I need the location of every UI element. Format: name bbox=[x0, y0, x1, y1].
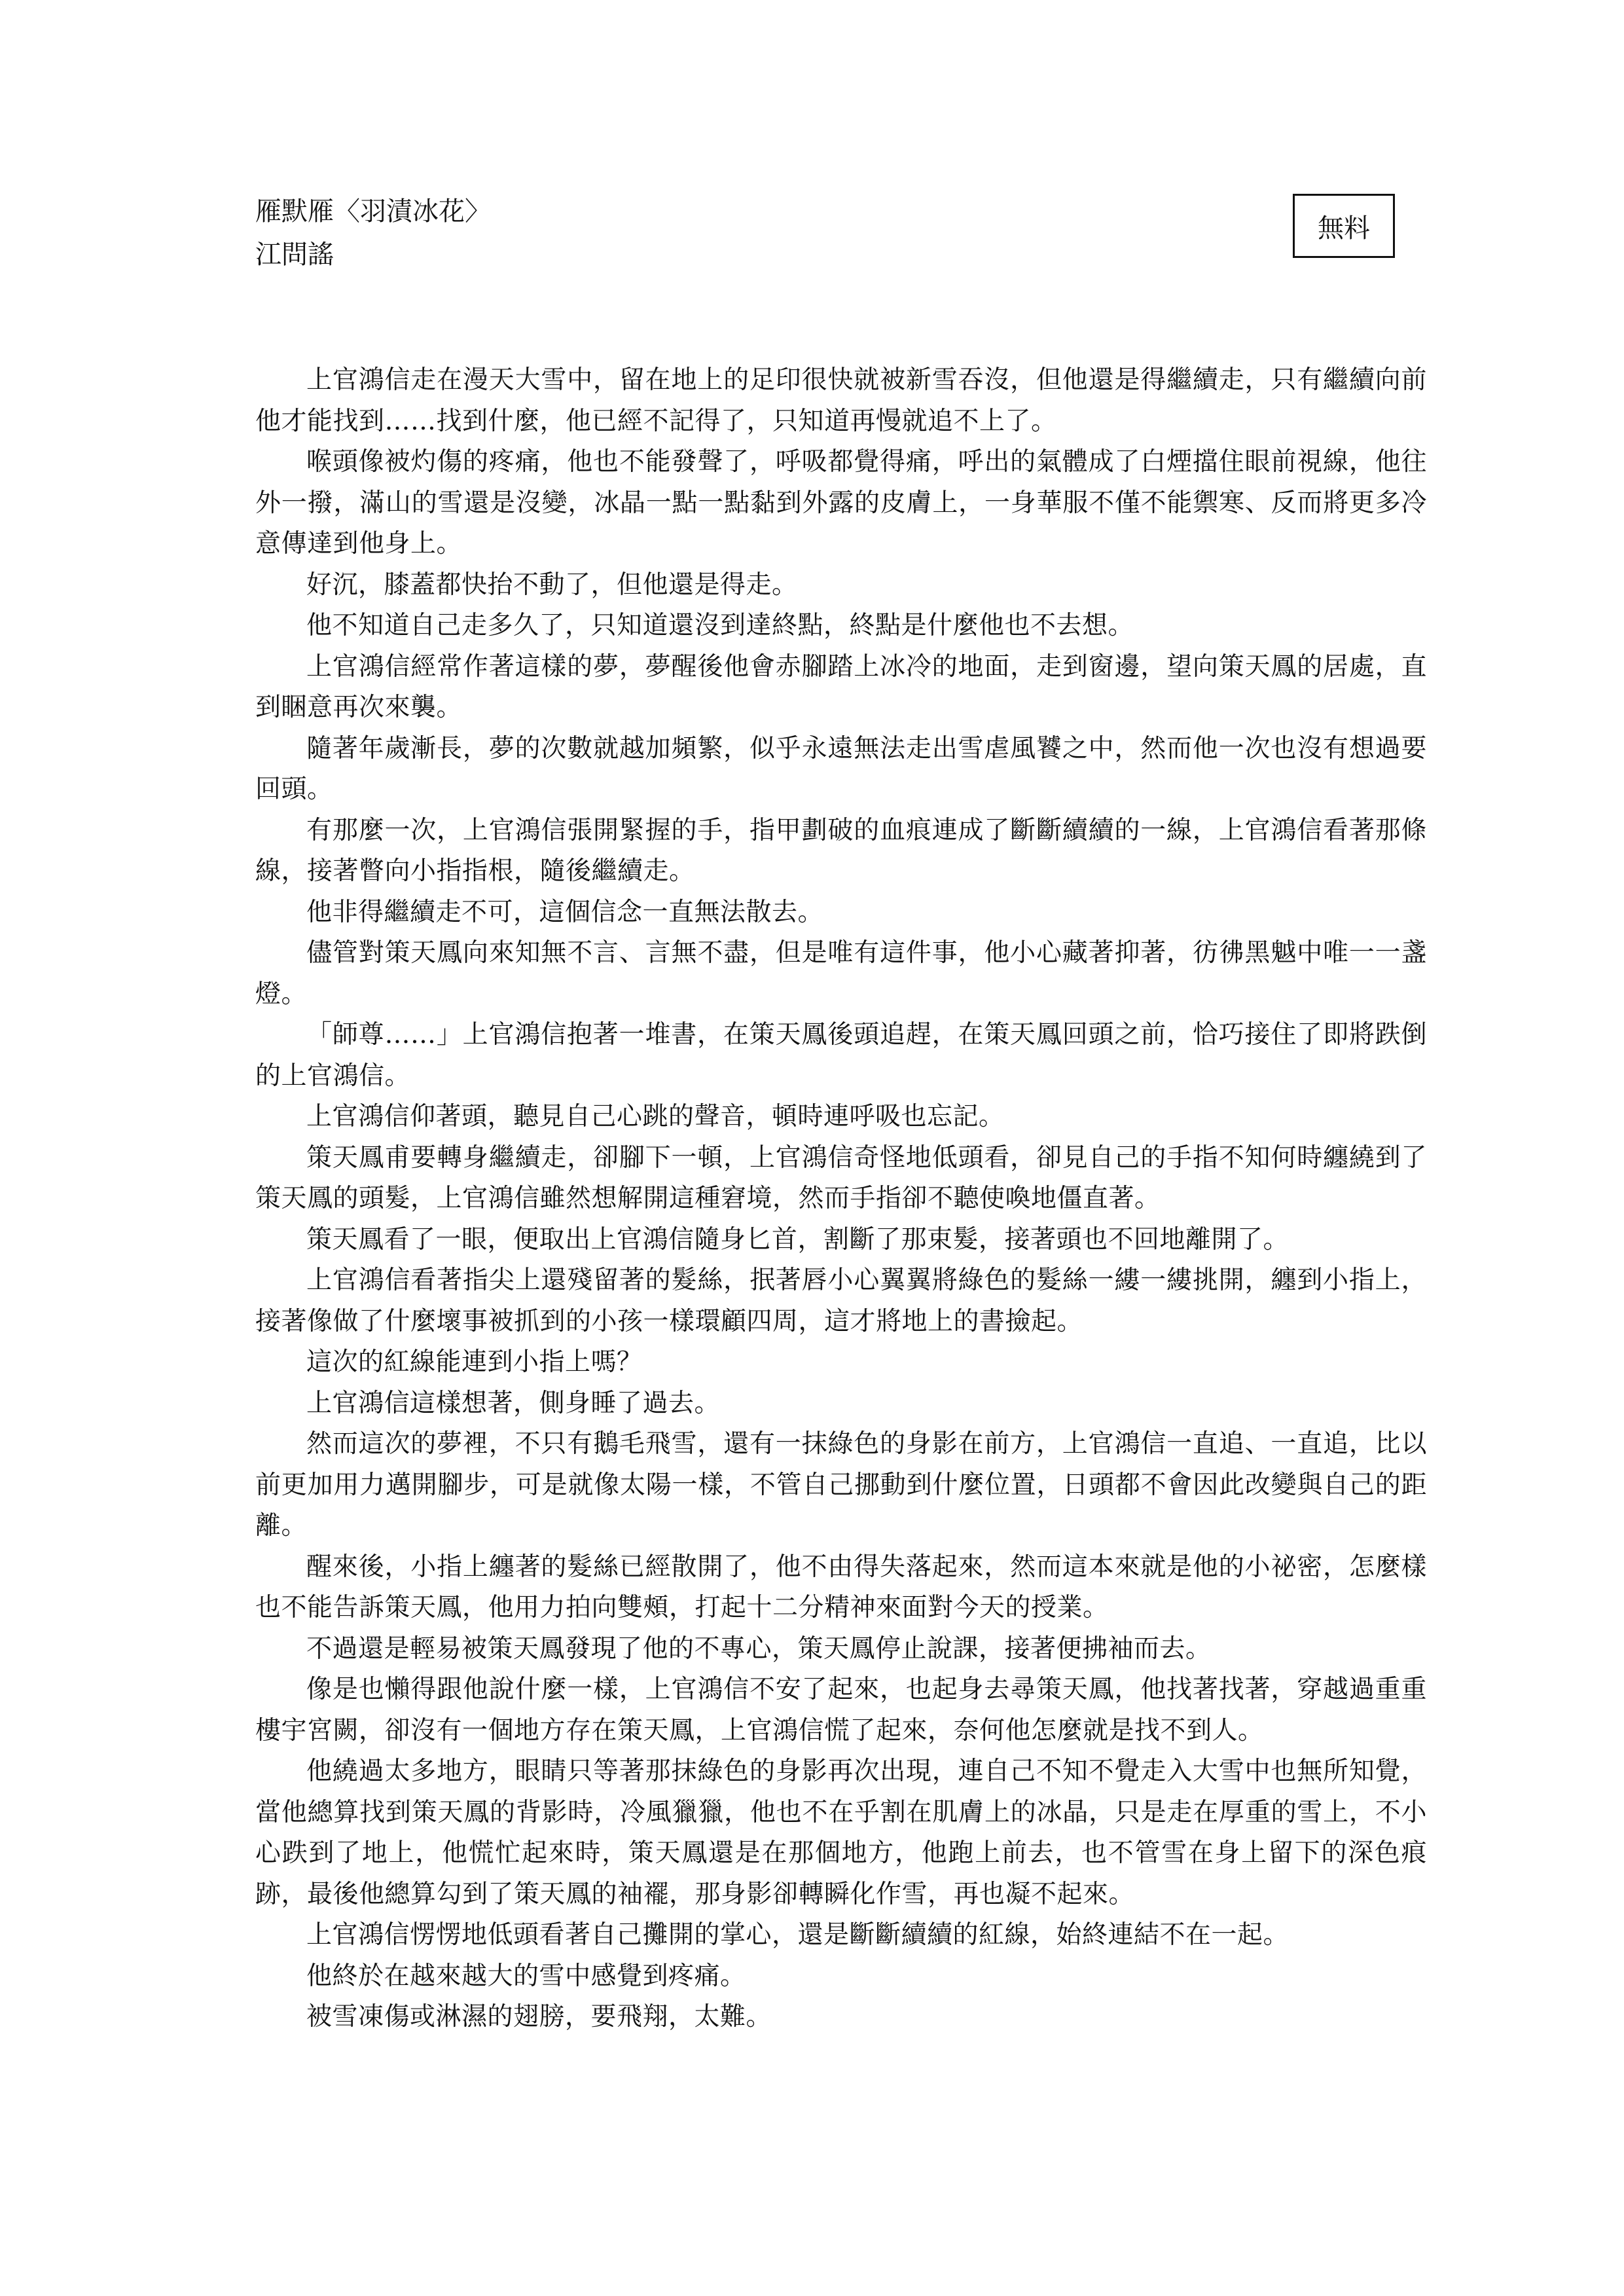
paragraph: 有那麼一次，上官鴻信張開緊握的手，指甲劃破的血痕連成了斷斷續續的一線，上官鴻信看著那條線，接著瞥向小指指根，隨後繼續走。 bbox=[255, 815, 1427, 886]
author-name: 江問謠 bbox=[255, 240, 334, 270]
paragraph: 被雪凍傷或淋濕的翅膀，要飛翔，太難。 bbox=[306, 2002, 772, 2032]
paragraph: 然而這次的夢裡，不只有鵝毛飛雪，還有一抹綠色的身影在前方，上官鴻信一直追、一直追，比以前更加用力邁開腳步，可是就像太陽一樣，不管自己挪動到什麼位置，日頭都不會因此改變與自己的距離。 bbox=[255, 1429, 1427, 1540]
paragraph: 喉頭像被灼傷的疼痛，他也不能發聲了，呼吸都覺得痛，呼出的氣體成了白煙擋住眼前視線，他往外一撥，滿山的雪還是沒變，冰晶一點一點黏到外露的皮膚上，一身華服不僅不能禦寒、反而將更多冷意傳達到他身上。 bbox=[255, 447, 1427, 558]
paragraph: 上官鴻信愣愣地低頭看著自己攤開的掌心，還是斷斷續續的紅線，始終連結不在一起。 bbox=[306, 1920, 1290, 1950]
price-tag: 無料 bbox=[1293, 194, 1395, 258]
paragraph: 「師尊……」上官鴻信抱著一堆書，在策天鳳後頭追趕，在策天鳳回頭之前，恰巧接住了即將跌倒的上官鴻信。 bbox=[255, 1020, 1427, 1091]
paragraph: 上官鴻信仰著頭，聽見自己心跳的聲音，頓時連呼吸也忘記。 bbox=[306, 1102, 1005, 1131]
paragraph: 隨著年歲漸長，夢的次數就越加頻繁，似乎永遠無法走出雪虐風饕之中，然而他一次也沒有想過要回頭。 bbox=[255, 733, 1427, 804]
paragraph: 他繞過太多地方，眼睛只等著那抹綠色的身影再次出現，連自己不知不覺走入大雪中也無所知覺，當他總算找到策天鳳的背影時，冷風獵獵，他也不在乎割在肌膚上的冰晶，只是走在厚重的雪上，不小心跌到了地上，他慌忙起來時，策天鳳還是在那個地方，他跑上前去，也不管雪在身上留下的深色痕跡，最後他總算勾到了策天鳳的袖襬，那身影卻轉瞬化作雪，再也凝不起來。 bbox=[255, 1757, 1427, 1909]
paragraph: 他非得繼續走不可，這個信念一直無法散去。 bbox=[306, 897, 824, 927]
work-title: 雁默雁〈羽漬冰花〉 bbox=[255, 196, 491, 227]
paragraph: 不過還是輕易被策天鳳發現了他的不專心，策天鳳停止說課，接著便拂袖而去。 bbox=[306, 1633, 1212, 1664]
paragraph: 儘管對策天鳳向來知無不言、言無不盡，但是唯有這件事，他小心藏著抑著，彷彿黑魆中唯一一盞燈。 bbox=[255, 938, 1427, 1009]
paragraph: 上官鴻信經常作著這樣的夢，夢醒後他會赤腳踏上冰冷的地面，走到窗邊，望向策天鳳的居處，直到睏意再次來襲。 bbox=[255, 651, 1427, 722]
paragraph: 策天鳳甫要轉身繼續走，卻腳下一頓，上官鴻信奇怪地低頭看，卻見自己的手指不知何時纏繞到了策天鳳的頭髮，上官鴻信雖然想解開這種窘境，然而手指卻不聽使喚地僵直著。 bbox=[255, 1142, 1427, 1213]
paragraph: 這次的紅線能連到小指上嗎？ bbox=[306, 1347, 643, 1377]
paragraph: 上官鴻信看著指尖上還殘留著的髮絲，抿著唇小心翼翼將綠色的髮絲一縷一縷挑開，纏到小指上，接著像做了什麼壞事被抓到的小孩一樣環顧四周，這才將地上的書撿起。 bbox=[255, 1266, 1427, 1336]
paragraph: 他終於在越來越大的雪中感覺到疼痛。 bbox=[306, 1961, 746, 1991]
paragraph: 上官鴻信這樣想著，側身睡了過去。 bbox=[306, 1388, 721, 1418]
paragraph: 他不知道自己走多久了，只知道還沒到達終點，終點是什麼他也不去想。 bbox=[306, 611, 1134, 640]
story-body bbox=[255, 360, 1427, 2038]
paragraph: 策天鳳看了一眼，便取出上官鴻信隨身匕首，割斷了那束髮，接著頭也不回地離開了。 bbox=[306, 1224, 1290, 1254]
paragraph: 好沉，膝蓋都快抬不動了，但他還是得走。 bbox=[306, 570, 798, 600]
paragraph: 上官鴻信走在漫天大雪中，留在地上的足印很快就被新雪吞沒，但他還是得繼續走，只有繼續向前他才能找到……找到什麼，他已經不記得了，只知道再慢就追不上了。 bbox=[255, 365, 1427, 436]
paragraph: 像是也懶得跟他說什麼一樣，上官鴻信不安了起來，也起身去尋策天鳳，他找著找著，穿越過重重樓宇宮闕，卻沒有一個地方存在策天鳳，上官鴻信慌了起來，奈何他怎麼就是找不到人。 bbox=[255, 1675, 1427, 1745]
paragraph: 醒來後，小指上纏著的髮絲已經散開了，他不由得失落起來，然而這本來就是他的小祕密，怎麼樣也不能告訴策天鳳，他用力拍向雙頰，打起十二分精神來面對今天的授業。 bbox=[255, 1552, 1427, 1622]
document-header bbox=[255, 190, 491, 276]
